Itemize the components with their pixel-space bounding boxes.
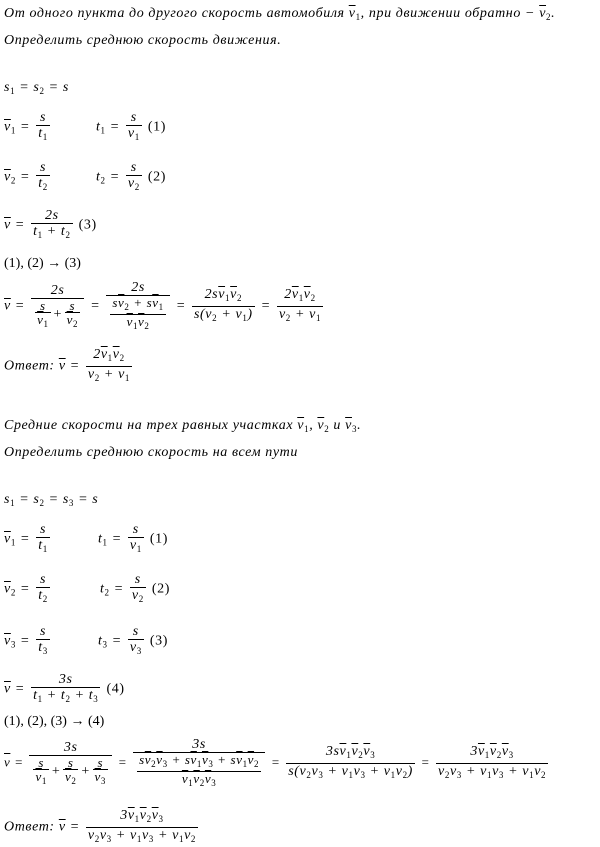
answer-1-label: Ответ:	[4, 358, 55, 374]
equation-label-1: (1)	[147, 119, 167, 135]
problem2-question: Определить среднюю скорость на всем пути	[4, 445, 298, 460]
problem1-question: Определить среднюю скорость движения.	[4, 33, 282, 48]
problem1-statement	[4, 6, 555, 25]
equation-label-4: (4)	[106, 681, 125, 697]
equation-t2-2: $t_2$ = $\frac{s}{\overline{v}_2}$ (2)	[100, 572, 171, 604]
equation-s-equal-2: $s_1 = s_2 = s_3 = s$	[4, 492, 99, 508]
derivation-2: $\overline{v}$ = 3s $\frac{s}{\overline{v}_1}$ + $\frac{s}{\overline{v}_2}$ + $\frac{s}{\overline{v}_3}$ = $\frac{3s}{\frac{s\overline{v}_2\overline{v}_3 + s\overline{v}_1\overline{v}_3 + s\overline{v}_1\overline{v}_2}{\overline{v}_1\overline{v}_2\overline{v}_3}}$ = $\frac{3s\overline{v}_1\overline{v}_2\overline{v}_3}{s(\overline{v}_2\overline{v}_3 + \overline{v}_1\overline{v}_3 + \overline{v}_1\overline{v}_2)}$ = $\frac{3\overline{v}_1\overline{v}_2\overline{v}_3}{\overline{v}_2\overline{v}_3 + \overline{v}_1\overline{v}_3 + \overline{v}_1\overline{v}_2}$	[4, 737, 547, 788]
equation-v1: $\overline{v}_1$ = $\frac{s}{t_1}$	[4, 110, 48, 142]
equation-label-2b: (2)	[151, 581, 171, 597]
equation-t3-2: $t_3$ = $\frac{s}{\overline{v}_3}$ (3)	[98, 624, 169, 656]
equation-v3-2: $\overline{v}_3$ = $\frac{s}{t_3}$	[4, 624, 48, 656]
equation-average-v-2: $\overline{v}$ = $\frac{3s}{t_1 + t_2 + t_3}$ (4)	[4, 672, 125, 704]
equation-average-v: $\overline{v}$ = $\frac{2s}{t_1 + t_2}$ (3)	[4, 208, 97, 240]
equation-s-equal: $s_1 = s_2 = s$	[4, 80, 69, 96]
equation-label-3b: (3)	[149, 633, 169, 649]
answer-2: Ответ: $\overline{v}$ = $\frac{3\overline{v}_1\overline{v}_2\overline{v}_3}{\overline{v}_2\overline{v}_3 + \overline{v}_1\overline{v}_3 + \overline{v}_1\overline{v}_2}$	[4, 808, 197, 844]
equation-t1: $t_1$ = $\frac{s}{\overline{v}_1}$ (1)	[96, 110, 167, 142]
equation-label-1b: (1)	[149, 531, 169, 547]
equation-v1-2: $\overline{v}_1$ = $\frac{s}{t_1}$	[4, 522, 48, 554]
answer-2-label: Ответ:	[4, 819, 55, 835]
problem2-statement: Средние скорости на трех равных участках $\overline{v}_1$, $\overline{v}_2$ и $\overline{v}_3$.	[4, 418, 362, 434]
equation-v2-2: $\overline{v}_2$ = $\frac{s}{t_2}$	[4, 572, 48, 604]
derivation-step-2: (1), (2), (3) → (4)	[4, 714, 105, 729]
derivation-1: $\overline{v}$ = 2s $\frac{s}{\overline{v}_1}$ + $\frac{s}{\overline{v}_2}$ = $\frac{2s}{\frac{s\overline{v}_2 + s\overline{v}_1}{\overline{v}_1\overline{v}_2}}$ = $\frac{2s\overline{v}_1\overline{v}_2}{s(\overline{v}_2 + \overline{v}_1)}$ = $\frac{2\overline{v}_1\overline{v}_2}{\overline{v}_2 + \overline{v}_1}$	[4, 280, 322, 331]
equation-t2: $t_2$ = $\frac{s}{\overline{v}_2}$ (2)	[96, 160, 167, 192]
equation-t1-2: $t_1$ = $\frac{s}{\overline{v}_1}$ (1)	[98, 522, 169, 554]
problem1-line1-text: От одного пункта до другого скорость автомобиля $\overline{v}_1$, при движении обратно − $\overline{v}_2$.	[4, 6, 556, 22]
answer-1: Ответ: $\overline{v}$ = $\frac{2\overline{v}_1\overline{v}_2}{\overline{v}_2 + \overline{v}_1}$	[4, 347, 131, 383]
equation-label-3: (3)	[78, 217, 97, 233]
equation-v2: $\overline{v}_2$ = $\frac{s}{t_2}$	[4, 160, 48, 192]
derivation-step-1: (1), (2) → (3)	[4, 256, 81, 271]
equation-label-2: (2)	[147, 169, 167, 185]
